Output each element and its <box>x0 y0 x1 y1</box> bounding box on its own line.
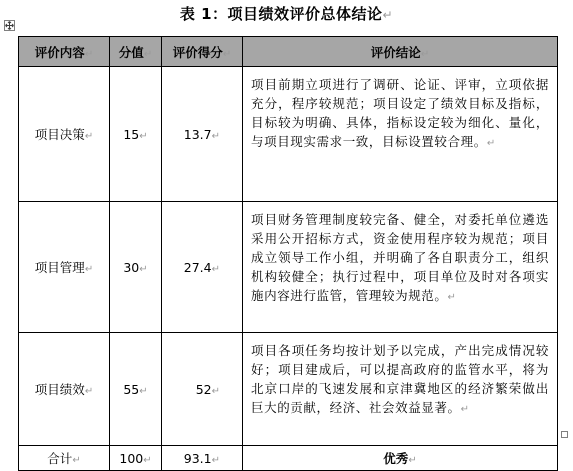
table-row <box>19 333 558 446</box>
table-resize-handle[interactable] <box>561 431 568 438</box>
row-score-cell: 55↵ <box>110 333 162 446</box>
row-content-cell: 项目决策↵ <box>19 67 110 202</box>
row-conclusion-cell: 项目各项任务均按计划予以完成，产出完成情况较好；项目建成后，可以提高政府的监管水平，将为北京口岸的飞速发展和京津冀地区的经济繁荣做出巨大的贡献，经济、社会效益显著。↵ <box>243 333 558 446</box>
evaluation-table <box>18 36 558 471</box>
row-earned-cell: 52↵ <box>162 333 243 446</box>
table-total-row <box>19 446 558 471</box>
row-score-cell: 30↵ <box>110 202 162 333</box>
table-move-handle-icon[interactable] <box>4 20 15 31</box>
row-conclusion-cell: 项目前期立项进行了调研、论证、评审，立项依据充分，程序较规范；项目设定了绩效目标及指标，目标较为明确、具体，指标设定较为细化、量化，与项目现实需求一致，目标设置较合理。↵ <box>243 67 558 202</box>
row-score-cell: 15↵ <box>110 67 162 202</box>
total-score-cell: 100↵ <box>110 446 162 471</box>
header-score: 分值↵ <box>110 37 162 67</box>
header-conclusion: 评价结论↵ <box>243 37 558 67</box>
table-caption <box>0 3 573 25</box>
table-row <box>19 67 558 202</box>
total-label-cell: 合计↵ <box>19 446 110 471</box>
total-verdict-cell: 优秀↵ <box>243 446 558 471</box>
row-content-cell: 项目绩效↵ <box>19 333 110 446</box>
header-earned: 评价得分↵ <box>162 37 243 67</box>
caption-title: 表 1：项目绩效评价总体结论 <box>179 5 383 23</box>
row-conclusion-cell: 项目财务管理制度较完备、健全，对委托单位遴选采用公开招标方式，资金使用程序较为规范；项目成立领导工作小组，并明确了各自职责分工，组织机构较健全；执行过程中，项目单位及时对各项实施内容进行监管，管理较为规范。↵ <box>243 202 558 333</box>
table-row <box>19 202 558 333</box>
row-earned-cell: 27.4↵ <box>162 202 243 333</box>
row-content-cell: 项目管理↵ <box>19 202 110 333</box>
row-earned-cell: 13.7↵ <box>162 67 243 202</box>
header-content: 评价内容↵ <box>19 37 110 67</box>
paragraph-mark: ↵ <box>382 8 394 22</box>
total-earned-cell: 93.1↵ <box>162 446 243 471</box>
table-header-row <box>19 37 558 67</box>
